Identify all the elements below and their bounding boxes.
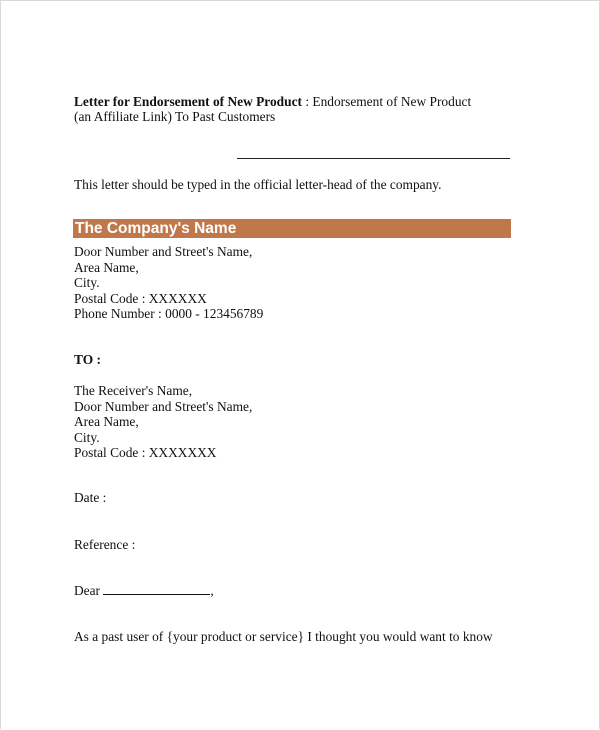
salutation-comma: , [210,583,214,598]
letter-title-rest: : Endorsement of New Product [301,94,472,109]
body-paragraph: As a past user of {your product or service} I thought you would want to know [74,629,493,644]
letter-title-line2: (an Affiliate Link) To Past Customers [74,109,276,124]
receiver-address-line: City. [74,429,100,445]
company-name: The Company's Name [75,220,237,237]
sender-address-line: Postal Code : XXXXXX [74,290,207,306]
salutation-label: Dear [74,583,104,598]
receiver-address-line: Door Number and Street's Name, [74,398,253,414]
reference-label: Reference : [74,537,136,552]
sender-address [74,244,263,322]
sender-address-line: Area Name, [74,259,139,275]
receiver-address-line: Area Name, [74,414,139,429]
letter-title [74,94,471,110]
letter-title-bold: Letter for Endorsement of New Product [74,94,302,109]
company-name-banner [73,219,511,238]
sender-address-line: Door Number and Street's Name, [74,244,253,259]
signature-line [237,158,510,159]
instruction-text: This letter should be typed in the official letter-head of the company. [74,177,442,192]
salutation-blank [103,583,210,595]
salutation [74,583,214,599]
receiver-address-line: Postal Code : XXXXXXX [74,445,217,460]
to-label: TO : [74,352,101,367]
sender-phone-line: Phone Number : 0000 - 123456789 [74,306,264,321]
sender-address-line: City. [74,275,100,290]
receiver-address-line: The Receiver's Name, [74,383,193,398]
receiver-address [74,383,252,461]
date-label: Date : [74,490,107,505]
